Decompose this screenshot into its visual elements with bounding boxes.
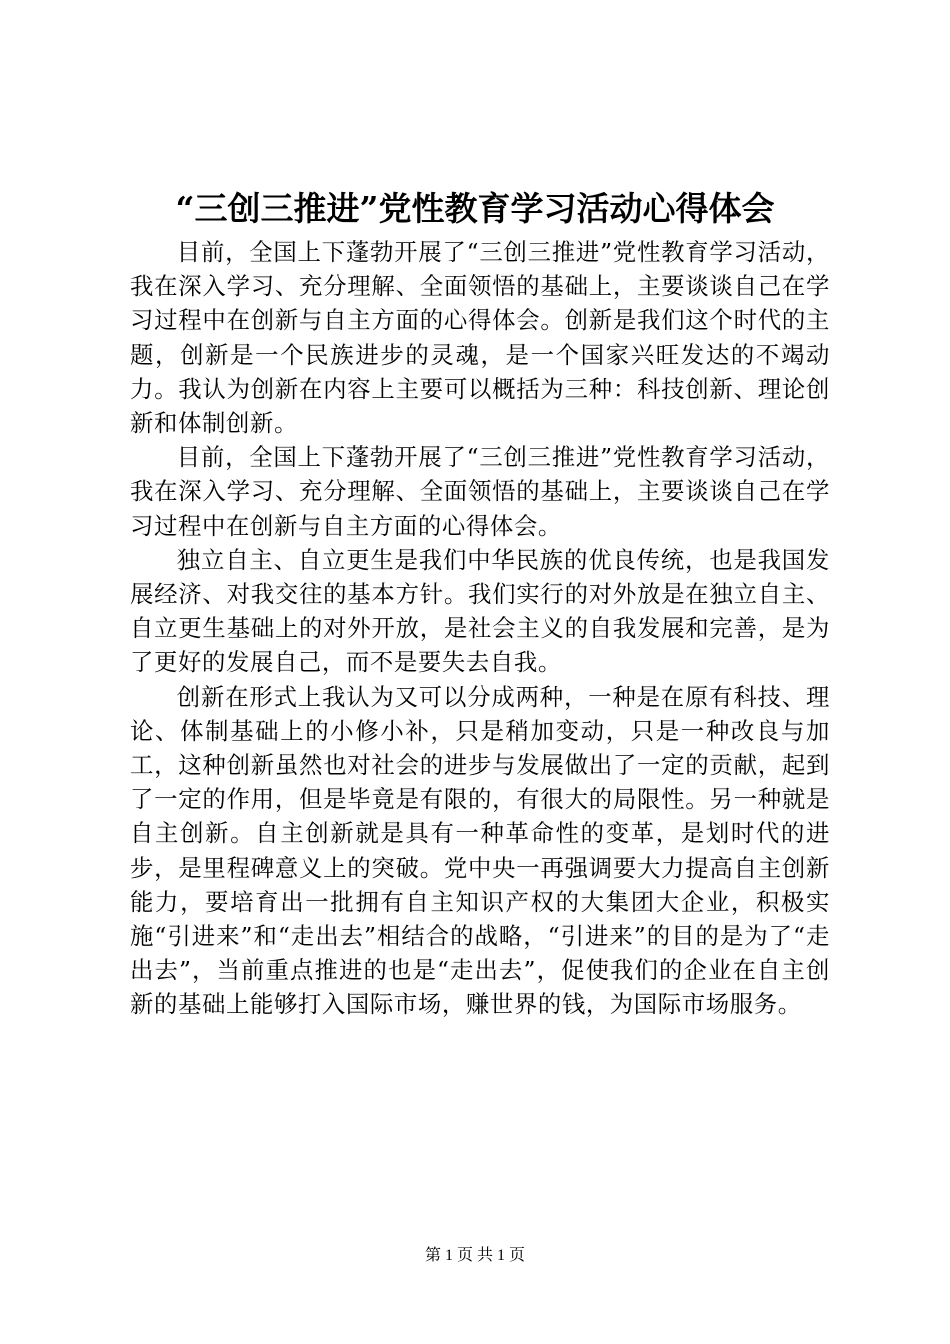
- paragraph-2: 目前，全国上下蓬勃开展了“三创三推进”党性教育学习活动，我在深入学习、充分理解、全面领悟的基础上，主要谈谈自己在学习过程中在创新与自主方面的心得体会。: [130, 443, 830, 540]
- document-body: [130, 235, 830, 1022]
- page-footer: 第 1 页 共 1 页: [424, 1247, 525, 1264]
- paragraph-3: 独立自主、自立更生是我们中华民族的优良传统，也是我国发展经济、对我交往的基本方针。我们实行的对外放是在独立自主、自立更生基础上的对外开放，是社会主义的自我发展和完善，是为了更好的发展自己，而不是要失去自我。: [130, 545, 830, 677]
- paragraph-1: 目前，全国上下蓬勃开展了“三创三推进”党性教育学习活动，我在深入学习、充分理解、全面领悟的基础上，主要谈谈自己在学习过程中在创新与自主方面的心得体会。创新是我们这个时代的主题，创新是一个民族进步的灵魂，是一个国家兴旺发达的不竭动力。我认为创新在内容上主要可以概括为三种：科技创新、理论创新和体制创新。: [130, 238, 830, 438]
- document-title: “三创三推进”党性教育学习活动心得体会: [175, 189, 775, 228]
- paragraph-4: 创新在形式上我认为又可以分成两种，一种是在原有科技、理论、体制基础上的小修小补，只是稍加变动，只是一种改良与加工，这种创新虽然也对社会的进步与发展做出了一定的贡献，起到了一定的作用，但是毕竟是有限的，有很大的局限性。另一种就是自主创新。自主创新就是具有一种革命性的变革，是划时代的进步，是里程碑意义上的突破。党中央一再强调要大力提高自主创新能力，要培育出一批拥有自主知识产权的大集团大企业，积极实施“引进来”和“走出去”相结合的战略，“引进来”的目的是为了“走出去”，当前重点推进的也是“走出去”，促使我们的企业在自主创新的基础上能够打入国际市场，赚世界的钱，为国际市场服务。: [130, 682, 830, 1019]
